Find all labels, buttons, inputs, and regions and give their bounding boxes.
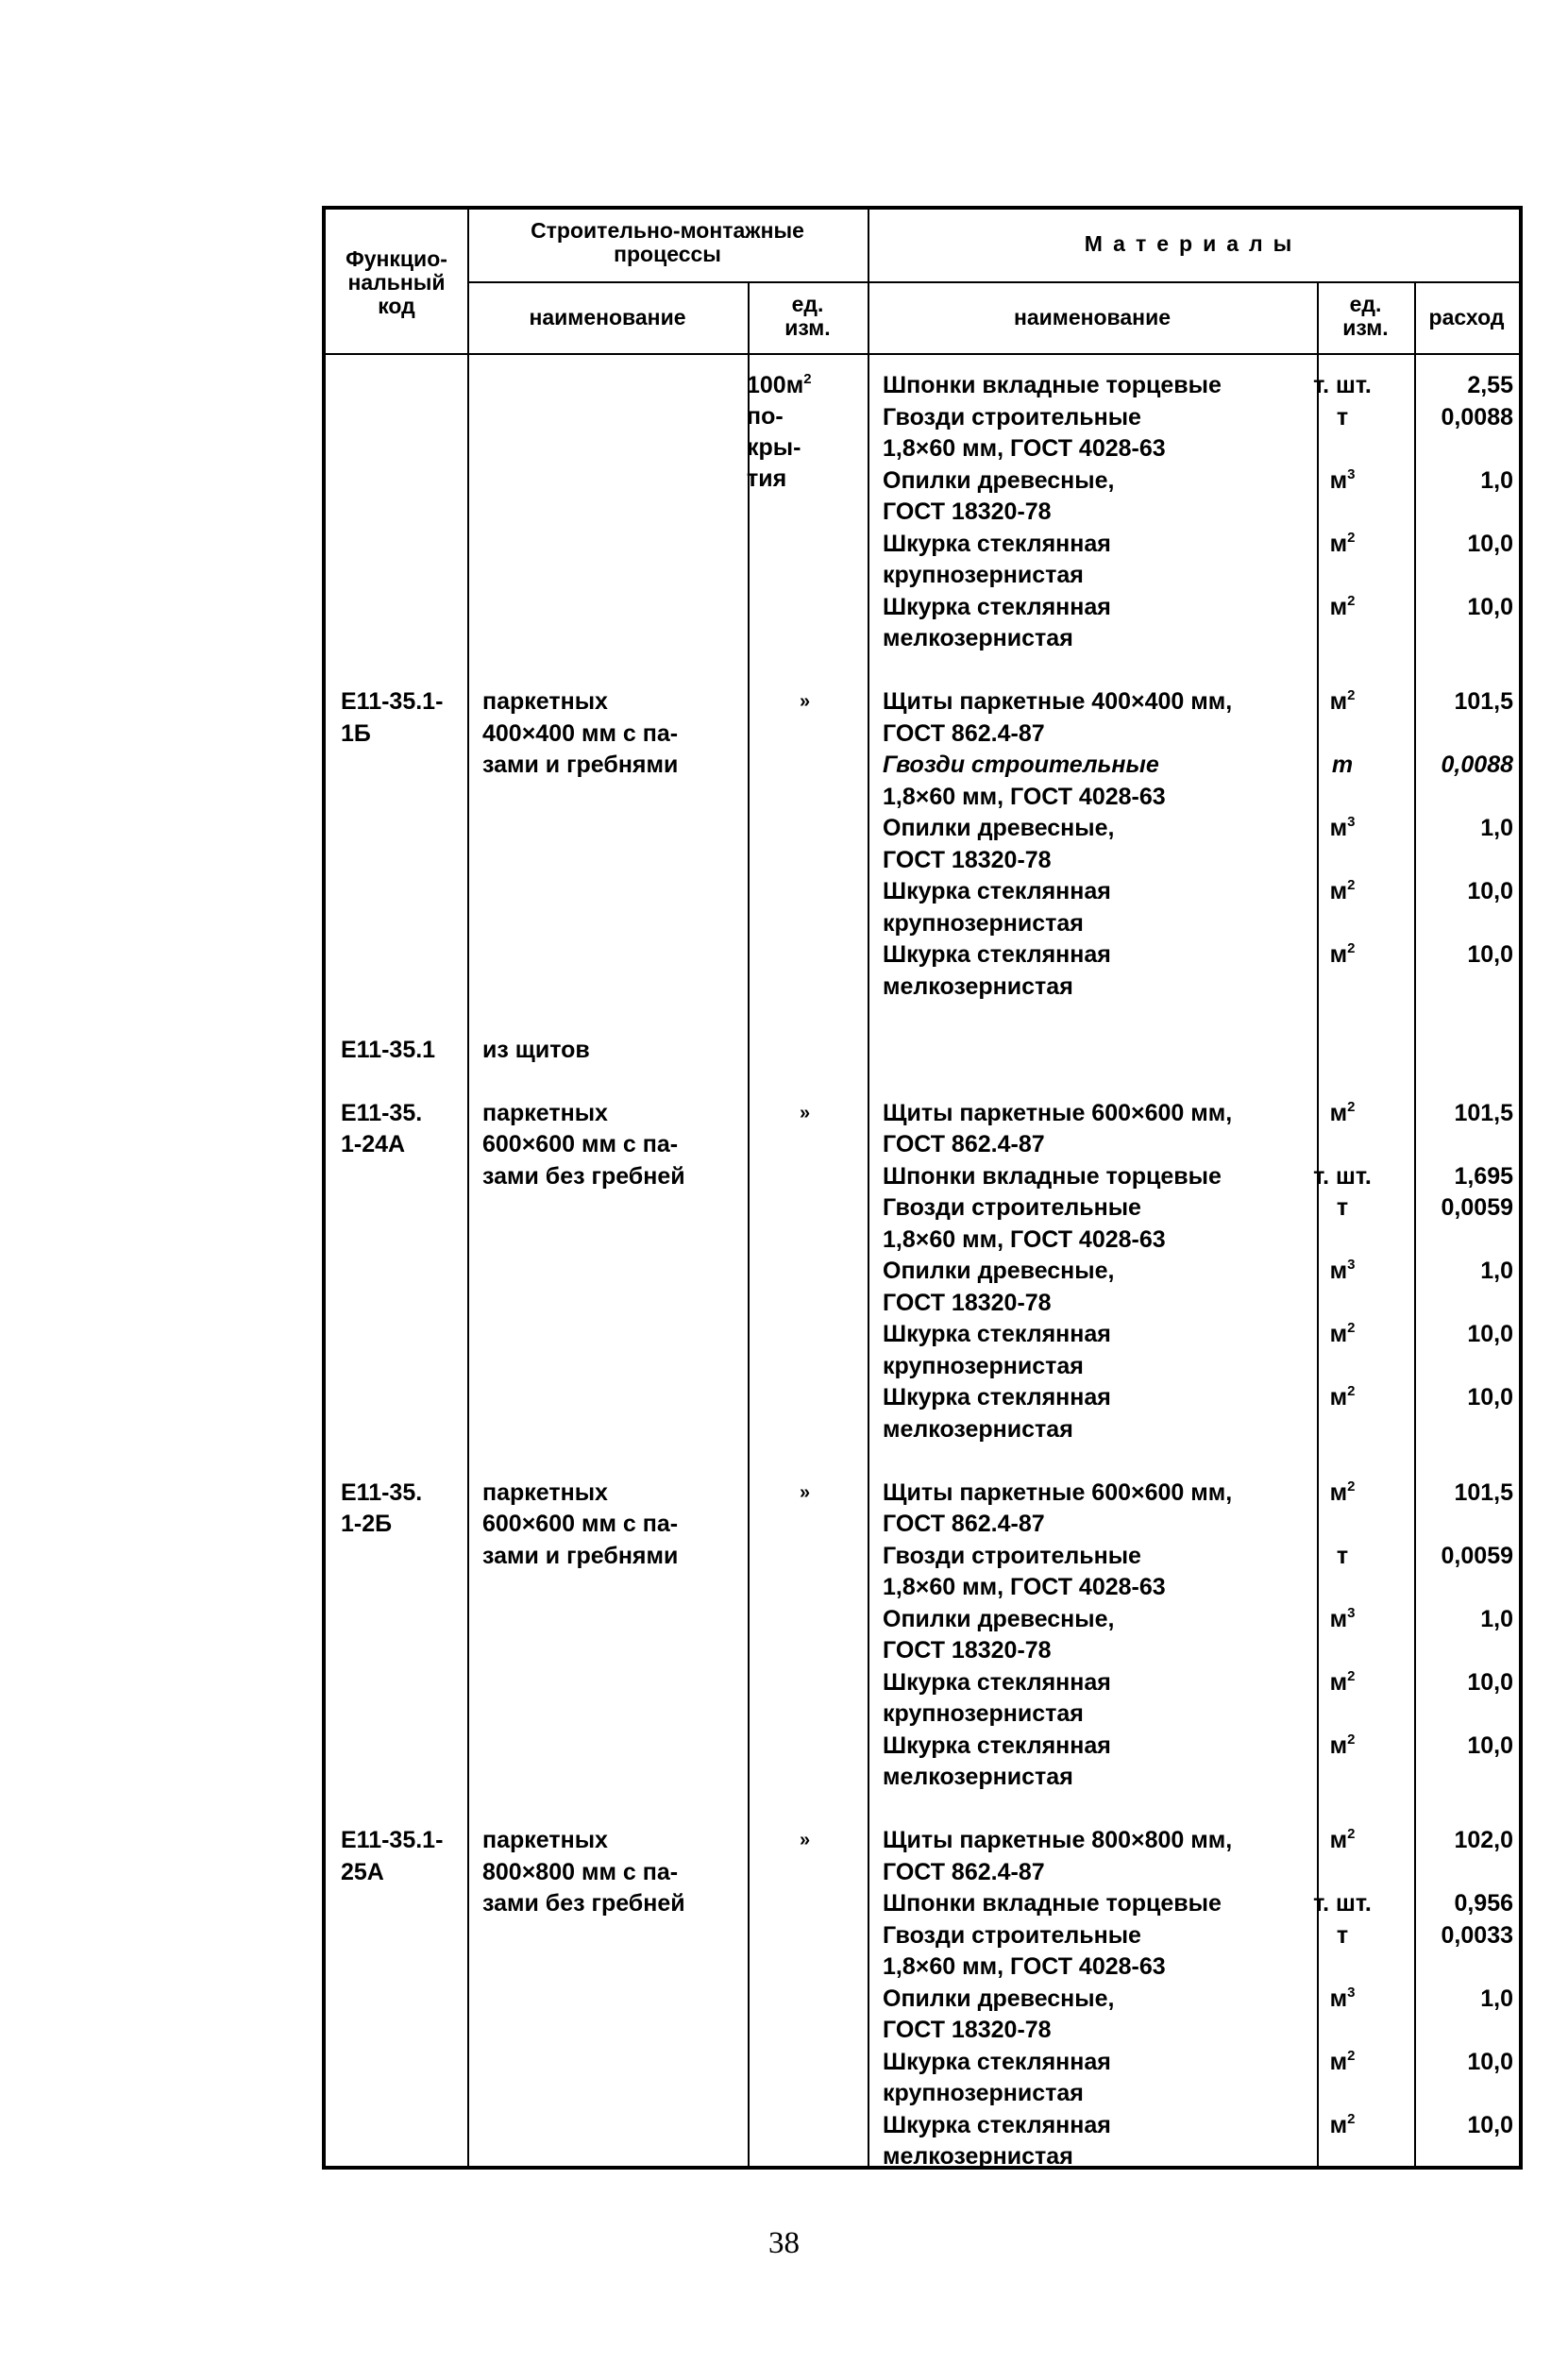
process-name-cell: зами и гребнями	[482, 1543, 679, 1569]
material-unit-cell: $м^3$	[1329, 1257, 1356, 1284]
material-unit-cell: $м^2$	[1329, 1732, 1356, 1759]
material-name-cell: Опилки древесные,	[883, 1606, 1115, 1632]
material-unit-cell: т	[1336, 404, 1349, 431]
material-unit-cell: $м^3$	[1329, 466, 1356, 494]
func-code-cell: Е11-35.	[341, 1100, 423, 1126]
material-name-cell: Шкурка стеклянная	[883, 2049, 1111, 2075]
ditto-mark: »	[800, 1103, 811, 1123]
material-name-cell: Шкурка стеклянная	[883, 1321, 1111, 1347]
material-name-cell: Шкурка стеклянная	[883, 531, 1111, 557]
material-name-cell: мелкозернистая	[883, 1416, 1073, 1443]
material-name-cell: Опилки древесные,	[883, 467, 1115, 494]
material-qty-cell: 101,5	[1454, 688, 1513, 715]
proc-unit-cell: тия	[747, 465, 787, 492]
material-name-cell: Шпонки вкладные торцевые	[883, 1890, 1222, 1917]
material-unit-cell: $м^3$	[1329, 814, 1356, 841]
material-name-cell: ГОСТ 18320-78	[883, 2017, 1052, 2043]
material-name-cell: крупнозернистая	[883, 562, 1084, 588]
material-unit-cell: $м^2$	[1329, 1826, 1356, 1853]
process-name-cell: зами и гребнями	[482, 752, 679, 778]
material-name-cell: Опилки древесные,	[883, 1985, 1115, 2012]
material-name-cell: крупнозернистая	[883, 1353, 1084, 1379]
header-mat-name: наименование	[1013, 305, 1172, 329]
material-name-cell: Шкурка стеклянная	[883, 1384, 1111, 1411]
page-number: 38	[768, 2226, 800, 2260]
material-qty-cell: 101,5	[1454, 1100, 1513, 1126]
material-unit-cell: т	[1336, 1922, 1349, 1949]
material-name-cell: ГОСТ 18320-78	[883, 1637, 1052, 1664]
material-name-cell: крупнозернистая	[883, 1700, 1084, 1727]
material-qty-cell: 0,0088	[1441, 404, 1513, 431]
material-unit-cell: $м^2$	[1329, 1320, 1356, 1347]
col-divider-proc-unit	[748, 281, 750, 2166]
material-qty-cell: 1,0	[1480, 1606, 1513, 1632]
proc-unit-cell: кры-	[747, 434, 801, 461]
material-qty-cell: 10,0	[1467, 1669, 1513, 1696]
material-name-cell: Шкурка стеклянная	[883, 2112, 1111, 2138]
material-name-cell: 1,8×60 мм, ГОСТ 4028-63	[883, 1953, 1166, 1980]
process-name-cell: паркетных	[482, 1100, 608, 1126]
material-qty-cell: 10,0	[1467, 2112, 1513, 2138]
process-name-cell: 600×600 мм с па-	[482, 1131, 679, 1157]
header-proc-name: наименование	[529, 305, 686, 329]
header-subrule	[467, 281, 1519, 283]
material-name-cell: 1,8×60 мм, ГОСТ 4028-63	[883, 1226, 1166, 1253]
material-qty-cell: 10,0	[1467, 941, 1513, 968]
material-unit-cell: $м^3$	[1329, 1985, 1356, 2012]
material-unit-cell: $м^2$	[1329, 1383, 1356, 1411]
material-unit-cell: $м^2$	[1329, 1478, 1356, 1506]
material-unit-cell: $м^2$	[1329, 2111, 1356, 2138]
material-name-cell: Гвозди строительные	[883, 1194, 1141, 1221]
material-qty-cell: 10,0	[1467, 1384, 1513, 1411]
col-divider-mat-name	[1317, 281, 1319, 2166]
material-name-cell: Опилки древесные,	[883, 1258, 1115, 1284]
material-unit-cell: т. шт.	[1313, 1890, 1372, 1917]
material-unit-cell: т. шт.	[1313, 372, 1372, 398]
process-name-cell: 800×800 мм с па-	[482, 1859, 679, 1885]
func-code-cell: 1-24А	[341, 1131, 406, 1157]
header-mat-unit-line: изм.	[1342, 315, 1389, 340]
material-name-cell: Шкурка стеклянная	[883, 594, 1111, 620]
process-name-cell: паркетных	[482, 1479, 608, 1506]
material-name-cell: Шкурка стеклянная	[883, 1669, 1111, 1696]
material-qty-cell: 102,0	[1454, 1827, 1513, 1853]
material-qty-cell: 0,956	[1454, 1890, 1513, 1917]
func-code-cell: 1-2Б	[341, 1511, 393, 1537]
material-name-cell: Гвозди строительные	[883, 1543, 1141, 1569]
header-func-code-line: Функцио-	[346, 246, 447, 271]
material-unit-cell: т	[1336, 1194, 1349, 1221]
material-qty-cell: 1,0	[1480, 467, 1513, 494]
material-name-cell: мелкозернистая	[883, 1764, 1073, 1790]
process-name-cell: 600×600 мм с па-	[482, 1511, 679, 1537]
material-qty-cell: 1,0	[1480, 815, 1513, 841]
ditto-mark: »	[800, 1482, 811, 1503]
material-qty-cell: 1,695	[1454, 1163, 1513, 1190]
material-qty-cell: 1,0	[1480, 1258, 1513, 1284]
process-name-cell: паркетных	[482, 688, 608, 715]
material-name-cell: Гвозди строительные	[883, 1922, 1141, 1949]
material-name-cell: крупнозернистая	[883, 2080, 1084, 2106]
col-divider-processes	[868, 210, 869, 2166]
header-processes-group	[467, 219, 868, 266]
material-name-cell: ГОСТ 862.4-87	[883, 1859, 1045, 1885]
material-name-cell: ГОСТ 18320-78	[883, 498, 1052, 525]
material-name-cell: 1,8×60 мм, ГОСТ 4028-63	[883, 784, 1166, 810]
process-name-cell: паркетных	[482, 1827, 608, 1853]
process-name-cell: 400×400 мм с па-	[482, 720, 679, 747]
proc-unit-cell: $100м^2$	[747, 371, 812, 398]
material-qty-cell: 1,0	[1480, 1985, 1513, 2012]
func-code-cell: 25А	[341, 1859, 384, 1885]
material-qty-cell: 10,0	[1467, 531, 1513, 557]
material-qty-cell: 0,0088	[1441, 752, 1513, 778]
material-name-cell: Щиты паркетные 600×600 мм,	[883, 1479, 1233, 1506]
material-qty-cell: 2,55	[1467, 372, 1513, 398]
material-qty-cell: 0,0033	[1441, 1922, 1513, 1949]
material-unit-cell: $м^2$	[1329, 1099, 1356, 1126]
material-unit-cell: $м^2$	[1329, 593, 1356, 620]
process-name-cell: зами без гребней	[482, 1890, 685, 1917]
material-unit-cell: т	[1336, 1543, 1349, 1569]
material-name-cell: Шкурка стеклянная	[883, 1732, 1111, 1759]
material-qty-cell: 10,0	[1467, 878, 1513, 904]
material-name-cell: Шкурка стеклянная	[883, 878, 1111, 904]
material-unit-cell: $м^2$	[1329, 2048, 1356, 2075]
material-qty-cell: 10,0	[1467, 2049, 1513, 2075]
material-unit-cell: $м^2$	[1329, 1668, 1356, 1696]
material-qty-cell: 0,0059	[1441, 1543, 1513, 1569]
process-name-cell: из щитов	[482, 1037, 590, 1063]
material-qty-cell: 0,0059	[1441, 1194, 1513, 1221]
material-unit-cell: $м^3$	[1329, 1605, 1356, 1632]
material-unit-cell: $м^2$	[1329, 530, 1356, 557]
func-code-cell: Е11-35.1-	[341, 1827, 444, 1853]
header-func-code	[326, 247, 467, 318]
func-code-cell: Е11-35.1	[341, 1037, 436, 1063]
material-name-cell: 1,8×60 мм, ГОСТ 4028-63	[883, 435, 1166, 462]
material-unit-cell: $м^2$	[1329, 940, 1356, 968]
material-name-cell: мелкозернистая	[883, 625, 1073, 651]
material-name-cell: Опилки древесные,	[883, 815, 1115, 841]
header-bottom-rule	[326, 353, 1519, 355]
materials-table	[322, 206, 1523, 2170]
material-unit-cell: $м^2$	[1329, 877, 1356, 904]
material-name-cell: ГОСТ 18320-78	[883, 1290, 1052, 1316]
header-processes-line: Строительно-монтажные	[531, 218, 804, 243]
header-func-code-line: нальный	[347, 270, 446, 295]
header-mat-unit-line: ед.	[1349, 292, 1382, 316]
func-code-cell: 1Б	[341, 720, 371, 747]
material-name-cell: 1,8×60 мм, ГОСТ 4028-63	[883, 1574, 1166, 1600]
col-divider-mat-unit	[1414, 281, 1416, 2166]
material-name-cell: ГОСТ 862.4-87	[883, 720, 1045, 747]
func-code-cell: Е11-35.1-	[341, 688, 444, 715]
material-name-cell: Гвозди строительные	[883, 404, 1141, 431]
material-name-cell: Щиты паркетные 800×800 мм,	[883, 1827, 1233, 1853]
process-name-cell: зами без гребней	[482, 1163, 685, 1190]
material-name-cell: ГОСТ 862.4-87	[883, 1511, 1045, 1537]
header-materials-group: Материалы	[1084, 231, 1303, 256]
header-proc-unit-line: ед.	[791, 292, 824, 316]
col-divider-code	[467, 210, 469, 2166]
header-mat-unit	[1317, 293, 1414, 340]
material-name-cell: Щиты паркетные 600×600 мм,	[883, 1100, 1233, 1126]
material-qty-cell: 10,0	[1467, 1732, 1513, 1759]
material-name-cell: Шкурка стеклянная	[883, 941, 1111, 968]
header-func-code-line: код	[378, 294, 415, 318]
header-processes-line: процессы	[614, 242, 721, 266]
material-qty-cell: 10,0	[1467, 1321, 1513, 1347]
material-name-cell: Шпонки вкладные торцевые	[883, 372, 1222, 398]
material-name-cell: крупнозернистая	[883, 910, 1084, 937]
ditto-mark: »	[800, 691, 811, 712]
header-proc-unit-line: изм.	[784, 315, 831, 340]
material-name-cell: Гвозди строительные	[883, 752, 1159, 778]
material-unit-cell: т. шт.	[1313, 1163, 1372, 1190]
material-unit-cell: $м^2$	[1329, 687, 1356, 715]
material-unit-cell: т	[1331, 752, 1354, 778]
material-qty-cell: 101,5	[1454, 1479, 1513, 1506]
header-proc-unit	[748, 293, 868, 340]
material-name-cell: Щиты паркетные 400×400 мм,	[883, 688, 1233, 715]
material-qty-cell: 10,0	[1467, 594, 1513, 620]
material-name-cell: мелкозернистая	[883, 973, 1073, 1000]
material-name-cell: ГОСТ 18320-78	[883, 847, 1052, 873]
material-name-cell: ГОСТ 862.4-87	[883, 1131, 1045, 1157]
func-code-cell: Е11-35.	[341, 1479, 423, 1506]
material-name-cell: мелкозернистая	[883, 2143, 1073, 2170]
material-name-cell: Шпонки вкладные торцевые	[883, 1163, 1222, 1190]
header-mat-qty: расход	[1428, 305, 1505, 329]
ditto-mark: »	[800, 1830, 811, 1850]
proc-unit-cell: по-	[747, 403, 784, 430]
